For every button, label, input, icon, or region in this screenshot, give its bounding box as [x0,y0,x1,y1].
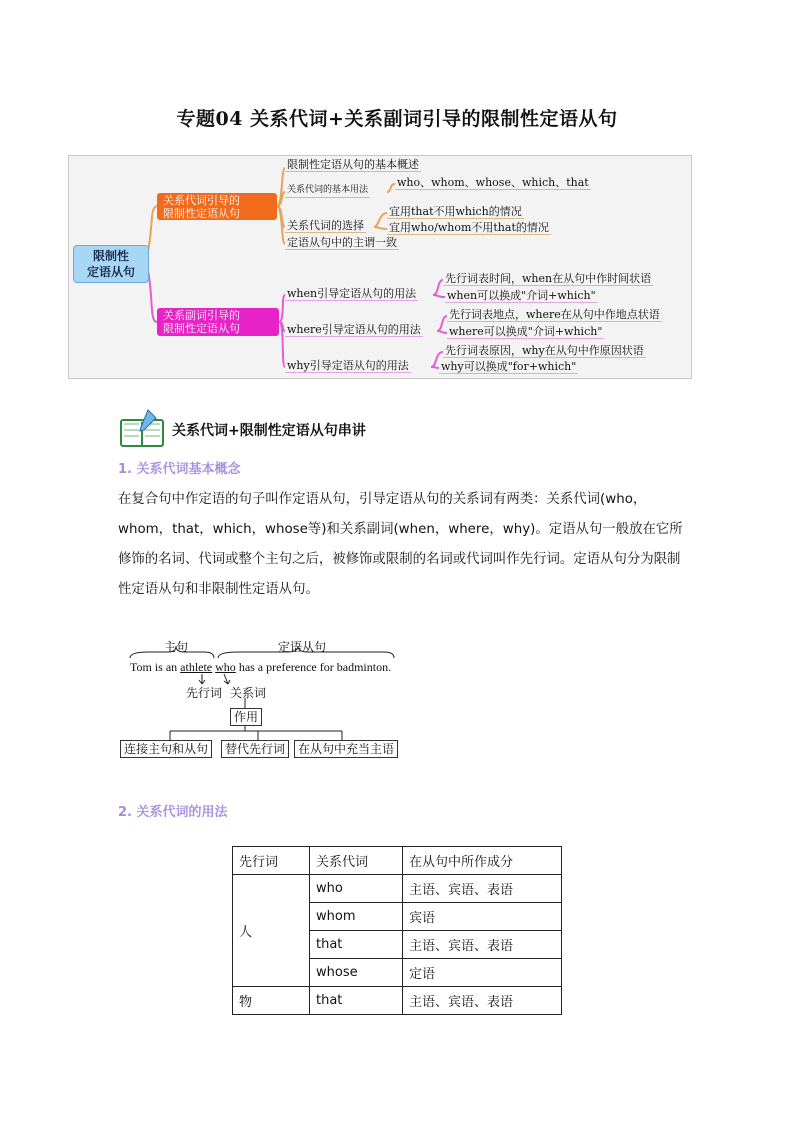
node-when: when引导定语从句的用法 [287,287,417,300]
branch-relative-pronoun [157,193,277,220]
usage-table [232,846,562,1015]
node-why-a: 先行词表原因，why在从句中作原因状语 [445,344,644,357]
node-where-a: 先行词表地点，where在从句中作地点状语 [449,308,660,321]
table-cell: who [310,875,403,903]
branch1-line-2: 限制性定语从句 [163,207,240,220]
table-cell-thing: 物 [233,987,310,1015]
table-cell: whose [310,959,403,987]
sentence-part-4: has a preference for badminton. [238,660,392,674]
branch1-line-1: 关系代词引导的 [163,194,240,207]
root-line-1: 限制性 [92,249,129,263]
branch-relative-adverb [157,308,279,336]
table-header: 先行词 [233,847,310,875]
branch2-line-1: 关系副词引导的 [163,309,240,322]
table-cell: 主语、宾语、表语 [403,875,562,903]
main-clause-label: 主句 [164,640,189,654]
table-cell: 宾语 [403,903,562,931]
node-why-b: why可以换成"for+which" [441,360,577,373]
node-choice-b: 宜用who/whom不用that的情况 [389,221,549,234]
relative-label: 关系词 [230,686,267,700]
root-line-2: 定语从句 [86,265,135,279]
table-cell: 主语、宾语、表语 [403,931,562,959]
node-why: why引导定语从句的用法 [287,359,409,372]
branch2-line-2: 限制性定语从句 [163,322,240,335]
role-replace: 替代先行词 [221,740,289,758]
sentence-antecedent: athlete [180,660,213,674]
subheading-basic-concept: 1. 关系代词基本概念 [118,462,241,477]
role-subject: 在从句中充当主语 [294,740,398,758]
function-box: 作用 [230,708,262,726]
table-cell: that [310,931,403,959]
sentence-diagram [118,636,408,762]
node-when-a: 先行词表时间，when在从句中作时间状语 [445,272,652,285]
paragraph-concept: 在复合句中作定语的句子叫作定语从句，引导定语从句的关系词有两类：关系代词(who，whom，that，which，whose等)和关系副词(when，where，why)。定语从句一般放在它所修饰的名词、代词或整个主句之后，被修饰或限制的名词或代词叫作先行词。定语从句分为限制性定语从句和非限制性定语从句。 [118,492,683,597]
node-choice: 关系代词的选择 [287,219,364,232]
mind-map [68,155,692,379]
sentence-part-1: Tom is an [130,660,178,674]
table-cell: that [310,987,403,1015]
example-sentence [130,660,391,675]
attributive-clause-label: 定语从句 [278,640,327,654]
node-basic-usage: 关系代词的基本用法 [285,184,370,198]
table-header: 在从句中所作成分 [403,847,562,875]
table-cell-person: 人 [233,875,310,987]
table-cell: 主语、宾语、表语 [403,987,562,1015]
table-header: 关系代词 [310,847,403,875]
subheading-usage: 2. 关系代词的用法 [118,805,228,820]
table-row [233,875,562,903]
section-heading: 关系代词+限制性定语从句串讲 [172,423,366,439]
node-where-b: where可以换成"介词+which" [449,325,603,338]
mind-map-root [73,245,149,283]
node-agreement: 定语从句中的主谓一致 [287,236,397,249]
node-where: where引导定语从句的用法 [287,323,421,336]
table-cell: 定语 [403,959,562,987]
page-title: 专题04 关系代词+关系副词引导的限制性定语从句 [176,108,618,130]
node-choice-a: 宜用that不用which的情况 [389,205,522,218]
node-overview: 限制性定语从句的基本概述 [287,158,419,171]
sentence-relative: who [215,660,236,674]
table-row [233,987,562,1015]
antecedent-label: 先行词 [186,686,223,700]
role-connect: 连接主句和从句 [120,740,212,758]
node-when-b: when可以换成"介词+which" [447,289,596,302]
table-cell: whom [310,903,403,931]
table-header-row [233,847,562,875]
book-icon [118,408,166,448]
node-usage-detail: who、whom、whose、which、that [397,176,589,189]
